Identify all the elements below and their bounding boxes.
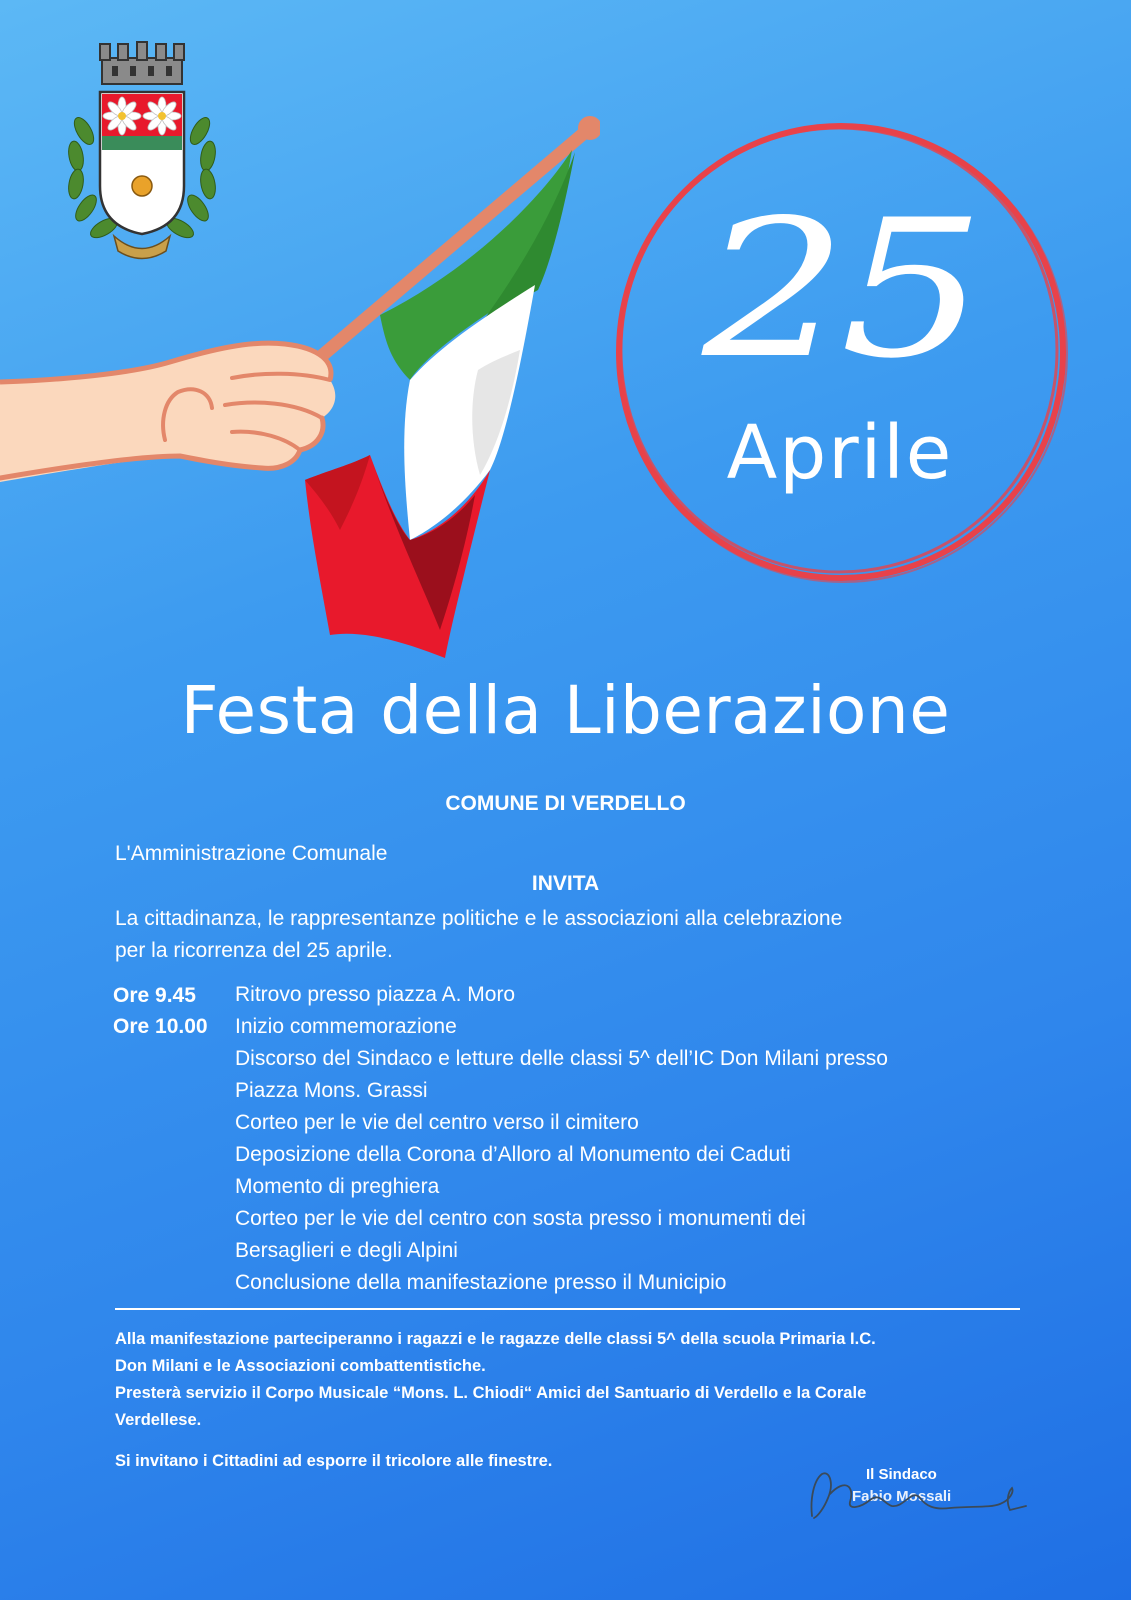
notes-block <box>115 1326 1015 1434</box>
program-line: Inizio commemorazione <box>235 1015 457 1038</box>
program-line: Corteo per le vie del centro con sosta presso i monumenti dei <box>235 1207 806 1230</box>
invitation-intro-line: La cittadinanza, le rappresentanze politiche e le associazioni alla celebrazione <box>115 907 843 930</box>
page-title: Festa della Liberazione <box>180 672 951 749</box>
date-day: 25 <box>702 179 978 400</box>
note-line: Don Milani e le Associazioni combattentistiche. <box>115 1357 486 1375</box>
signature-role: Il Sindaco <box>866 1466 937 1483</box>
program-time: Ore 10.00 <box>113 1015 208 1038</box>
invitation-intro <box>115 903 1015 967</box>
program-time: Ore 9.45 <box>113 984 196 1007</box>
note-line: Presterà servizio il Corpo Musicale “Mons. L. Chiodi“ Amici del Santuario di Verdello e la Corale <box>115 1384 867 1402</box>
program-line: Piazza Mons. Grassi <box>235 1079 428 1102</box>
divider <box>115 1308 1020 1310</box>
invitation-intro-line: per la ricorrenza del 25 aprile. <box>115 939 393 962</box>
handwritten-signature-icon <box>800 1458 1040 1528</box>
note-closing: Si invitano i Cittadini ad esporre il tricolore alle finestre. <box>115 1452 553 1470</box>
program-line: Corteo per le vie del centro verso il cimitero <box>235 1111 639 1134</box>
program-line: Conclusione della manifestazione presso il Municipio <box>235 1271 727 1294</box>
hand-holding-italian-flag-icon <box>0 110 600 690</box>
program-line: Discorso del Sindaco e letture delle classi 5^ dell’IC Don Milani presso <box>235 1047 888 1070</box>
program-line: Ritrovo presso piazza A. Moro <box>235 983 516 1006</box>
invitation-verb: INVITA <box>531 872 600 895</box>
signature-name: Fabio Mossali <box>852 1488 952 1505</box>
invitation-from: L'Amministrazione Comunale <box>115 842 388 865</box>
program-line: Bersaglieri e degli Alpini <box>235 1239 458 1262</box>
program-line: Deposizione della Corona d’Alloro al Monumento dei Caduti <box>235 1143 791 1166</box>
comune-heading: COMUNE DI VERDELLO <box>445 792 686 815</box>
note-line: Alla manifestazione parteciperanno i ragazzi e le ragazze delle classi 5^ della scuola Primaria I.C. <box>115 1330 876 1348</box>
date-month: Aprile <box>726 410 954 496</box>
program-line: Momento di preghiera <box>235 1175 440 1198</box>
note-line: Verdellese. <box>115 1411 202 1429</box>
